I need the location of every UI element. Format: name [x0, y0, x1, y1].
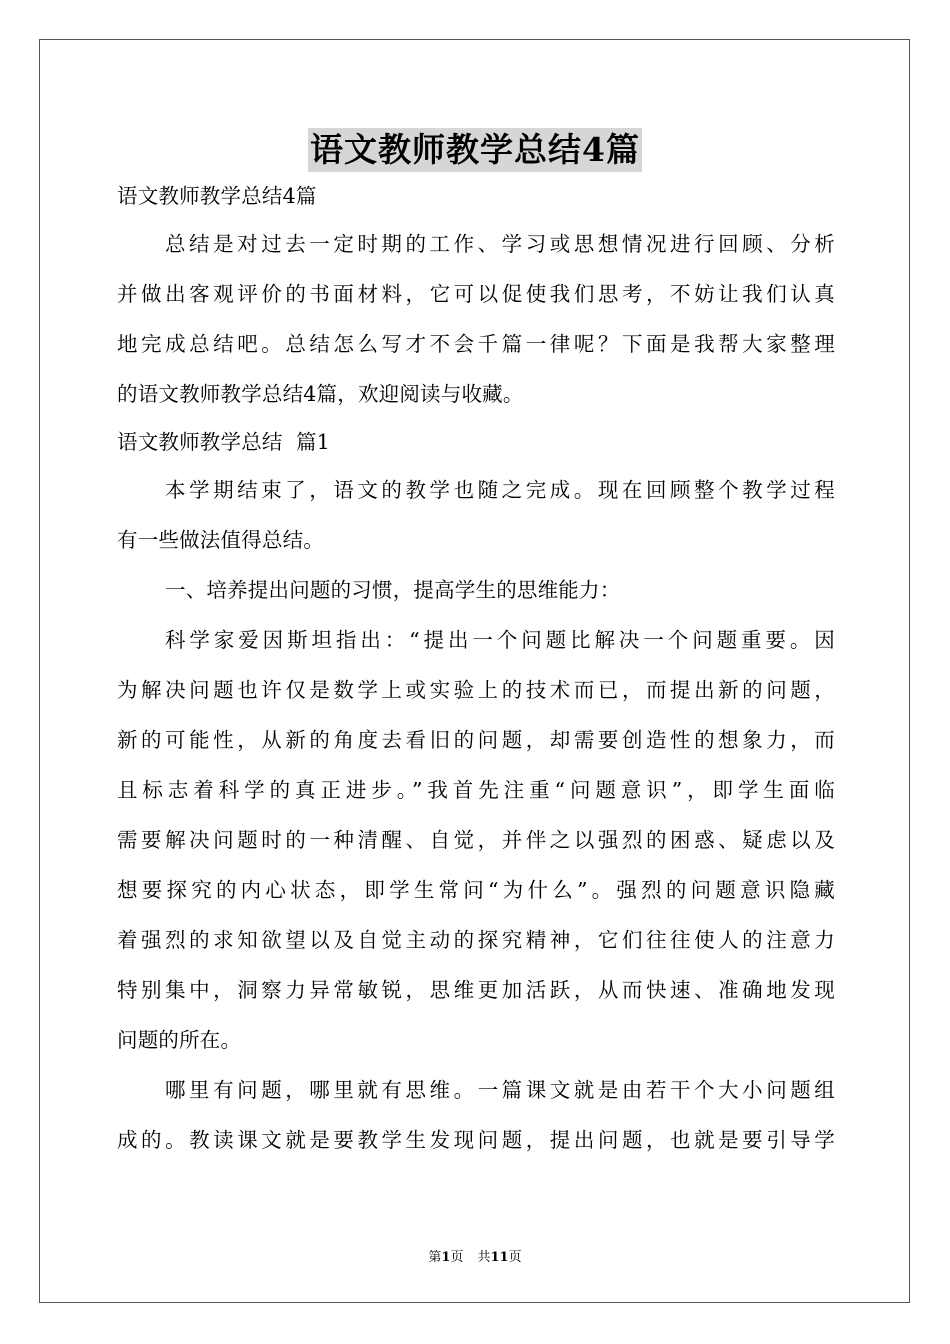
para2-line: 且标志着科学的真正进步。”我首先注重“问题意识”，即学生面临 [117, 778, 835, 802]
document-title [0, 128, 950, 178]
para2-line: 新的可能性，从新的角度去看旧的问题，却需要创造性的想象力，而 [117, 728, 835, 752]
para2-line: 想要探究的内心状态，即学生常问“为什么”。强烈的问题意识隐藏 [117, 878, 835, 902]
para2-line: 需要解决问题时的一种清醒、自觉，并伴之以强烈的困惑、疑虑以及 [117, 828, 835, 852]
page-current: 1 [441, 1250, 451, 1265]
para1-line: 有一些做法值得总结。 [117, 528, 324, 552]
para2-line: 问题的所在。 [117, 1028, 242, 1052]
intro-line: 地完成总结吧。总结怎么写才不会千篇一律呢？下面是我帮大家整理 [117, 332, 835, 356]
para3-line: 哪里有问题，哪里就有思维。一篇课文就是由若干个大小问题组 [165, 1078, 835, 1102]
total-suffix: 页 [508, 1250, 522, 1265]
document-body [117, 173, 835, 1165]
para2-line: 着强烈的求知欲望以及自觉主动的探究精神，它们往往使人的注意力 [117, 928, 835, 952]
document-title-text: 语文教师教学总结4篇 [308, 128, 642, 172]
page-total: 11 [490, 1250, 509, 1265]
page-footer [0, 1248, 950, 1268]
page-suffix: 页 [450, 1250, 464, 1265]
intro-line: 并做出客观评价的书面材料，它可以促使我们思考，不妨让我们认真 [117, 282, 835, 306]
document-subtitle: 语文教师教学总结4篇 [117, 184, 317, 208]
para1-line: 本学期结束了，语文的教学也随之完成。现在回顾整个教学过程 [165, 478, 835, 502]
section-heading: 语文教师教学总结 篇1 [117, 430, 330, 454]
para2-line: 科学家爱因斯坦指出：“提出一个问题比解决一个问题重要。因 [165, 628, 835, 652]
intro-line: 总结是对过去一定时期的工作、学习或思想情况进行回顾、分析 [165, 232, 835, 256]
point-heading: 一、培养提出问题的习惯，提高学生的思维能力： [165, 578, 621, 602]
intro-line: 的语文教师教学总结4篇，欢迎阅读与收藏。 [117, 382, 524, 406]
para2-line: 为解决问题也许仅是数学上或实验上的技术而已，而提出新的问题， [117, 678, 835, 702]
total-prefix: 共 [477, 1250, 491, 1265]
page-prefix: 第 [428, 1250, 442, 1265]
para2-line: 特别集中，洞察力异常敏锐，思维更加活跃，从而快速、准确地发现 [117, 978, 835, 1002]
para3-line: 成的。教读课文就是要教学生发现问题，提出问题，也就是要引导学 [117, 1128, 835, 1152]
